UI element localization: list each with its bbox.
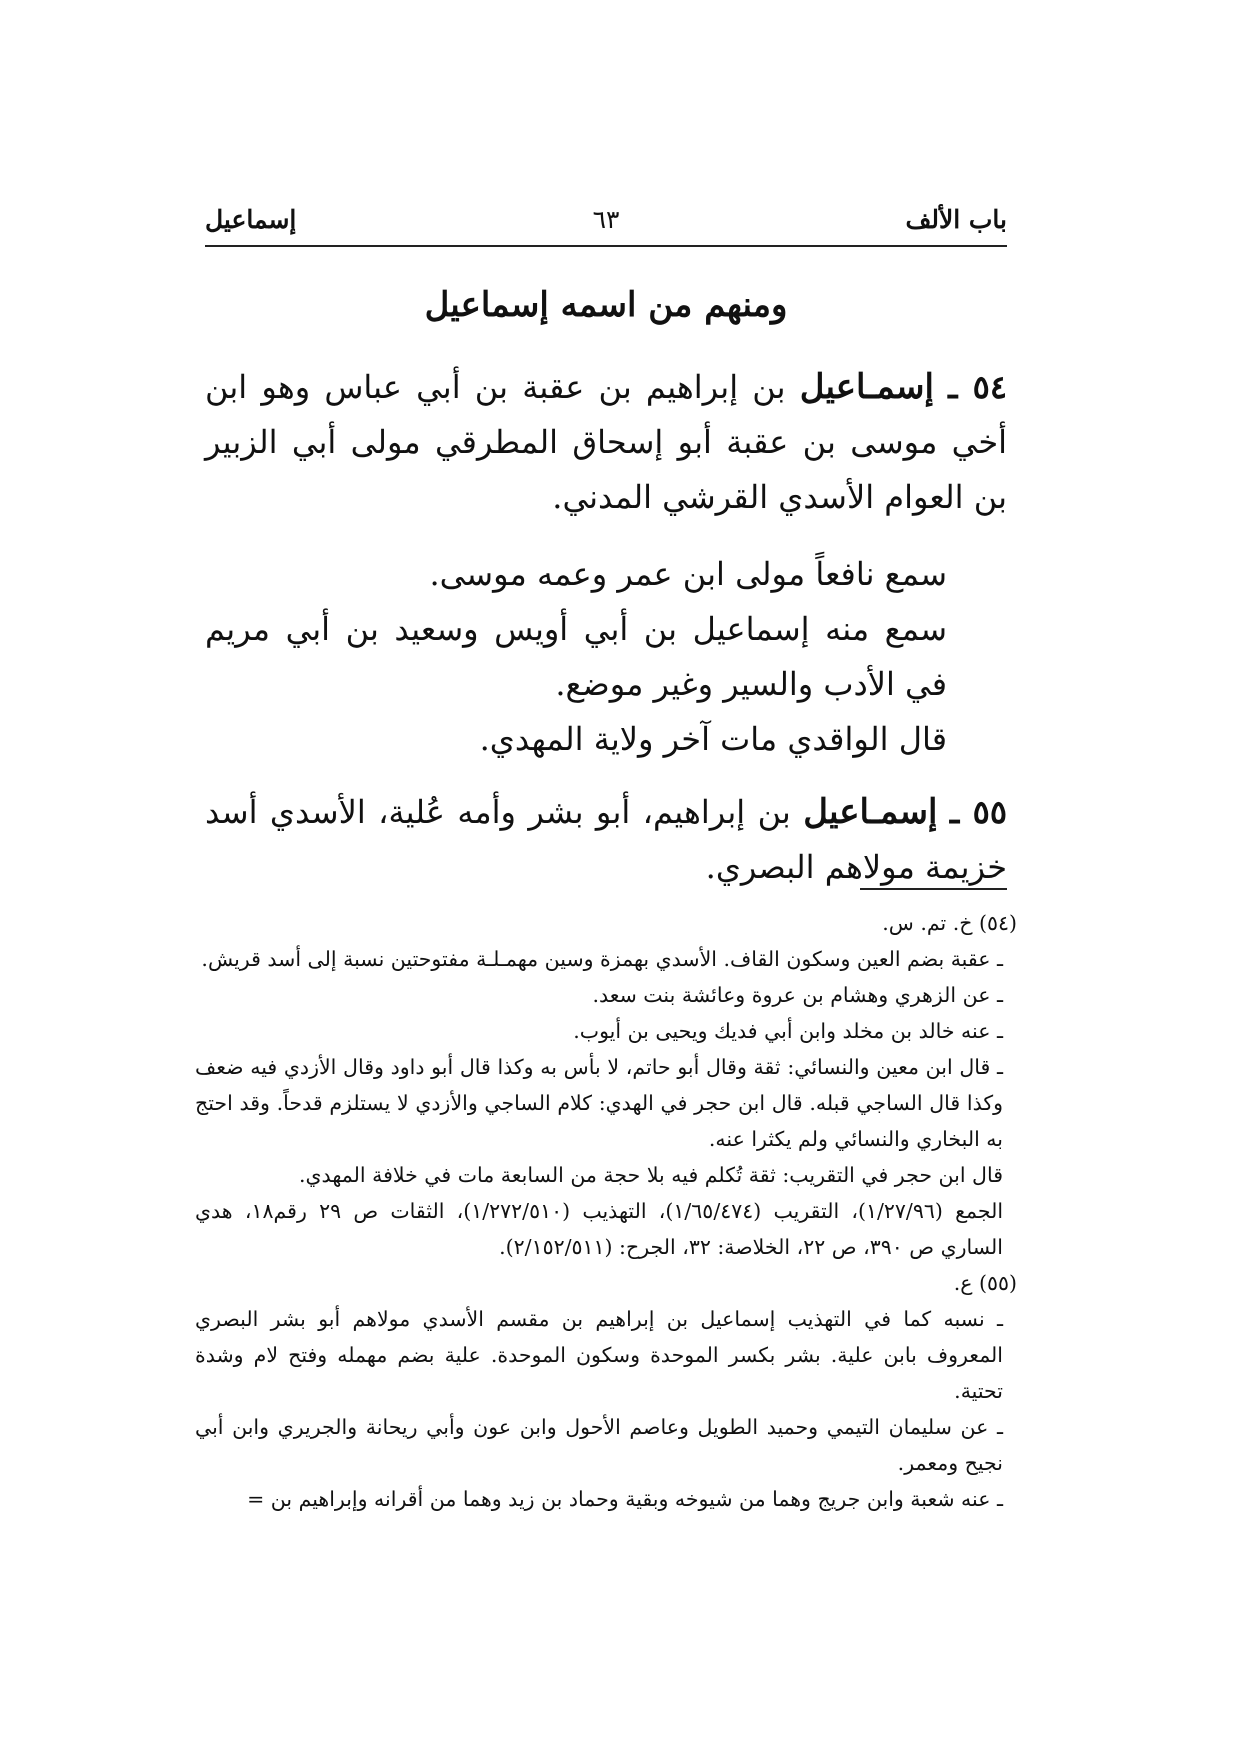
footnote-54-line: ـ قال ابن معين والنسائي: ثقة وقال أبو حاتم، لا بأس به وكذا قال أبو داود وقال الأزدي فيه ضعف وكذا قال الساجي قبله. قال ابن حجر في الهدي: كلام الساجي والأزدي لا يستلزم قدحاً. وقد احتج به البخاري والنسائي ولم يكثرا عنه. [195, 1055, 1003, 1151]
footnote-54-line: ـ عن الزهري وهشام بن عروة وعائشة بنت سعد. [592, 983, 1003, 1007]
footnote-54-line: قال ابن حجر في التقريب: ثقة تُكلم فيه بلا حجة من السابعة مات في خلافة المهدي. [299, 1163, 1003, 1187]
footnote-54-line: ـ عقبة بضم العين وسكون القاف. الأسدي بهمزة وسين مهمـلـة مفتوحتين نسبة إلى أسد قريش. [201, 947, 1003, 971]
entry-name: إسمـاعيل [799, 367, 934, 407]
footnote-55-line: ـ نسبه كما في التهذيب إسماعيل بن إبراهيم بن مقسم الأسدي مولاهم أبو بشر البصري المعروف بابن علية. بشر بكسر الموحدة وسكون الموحدة. علية بضم مهمله وفتح لام وشدة تحتية. [195, 1307, 1003, 1403]
entry-number: ٥٤ ـ [948, 368, 1008, 406]
footnotes [195, 905, 1017, 1517]
section-heading: ومنهم من اسمه إسماعيل [424, 285, 788, 325]
entry-55 [205, 785, 1007, 895]
entry-54-death: قال الواقدي مات آخر ولاية المهدي. [479, 720, 947, 758]
main-body [205, 360, 1007, 917]
footnote-54-line: ـ عنه خالد بن مخلد وابن أبي فديك ويحيى بن أيوب. [573, 1019, 1003, 1043]
footnote-55-head: (٥٥) ع. [953, 1271, 1017, 1295]
entry-name: إسمـاعيل [803, 792, 938, 832]
entry-54-heard: سمع نافعاً مولى ابن عمر وعمه موسى. [429, 555, 947, 593]
entry-54 [205, 360, 1007, 525]
footnote-55-line: ـ عنه شعبة وابن جريج وهما من شيوخه وبقية وحماد بن زيد وهما من أقرانه وإبراهيم بن = [247, 1487, 1003, 1511]
entry-text: بن إبراهيم بن عقبة بن أبي عباس وهو ابن أخي موسى بن عقبة أبو إسحاق المطرقي مولى أبي الزبير بن العوام الأسدي القرشي المدني. [205, 368, 1007, 516]
footnote-55-line: ـ عن سليمان التيمي وحميد الطويل وعاصم الأحول وابن عون وأبي ريحانة والجريري وابن أبي نجيح ومعمر. [195, 1415, 1003, 1475]
header-chapter: باب الألف [905, 205, 1007, 234]
running-header [205, 205, 1007, 247]
footnote-separator [860, 888, 1007, 890]
entry-54-heard-from: سمع منه إسماعيل بن أبي أويس وسعيد بن أبي مريم في الأدب والسير وغير موضع. [205, 610, 948, 703]
footnote-54-head: (٥٤) خ. تم. س. [882, 911, 1017, 935]
header-topic: إسماعيل [205, 205, 297, 234]
spacer [205, 767, 1007, 785]
entry-number: ٥٥ ـ [949, 793, 1008, 831]
page-number: ٦٣ [592, 205, 620, 234]
entry-text: بن إبراهيم، أبو بشر وأمه عُلية، الأسدي أسد خزيمة مولاهم البصري. [205, 793, 1007, 886]
footnote-54-sources: الجمع (١/٢٧/٩٦)، التقريب (١/٦٥/٤٧٤)، التهذيب (١/٢٧٢/٥١٠)، الثقات ص ٢٩ رقم١٨، هدي الساري ص ٣٩٠، ص ٢٢، الخلاصة: ٣٢، الجرح: (٢/١٥٢/٥١١). [195, 1199, 1004, 1259]
